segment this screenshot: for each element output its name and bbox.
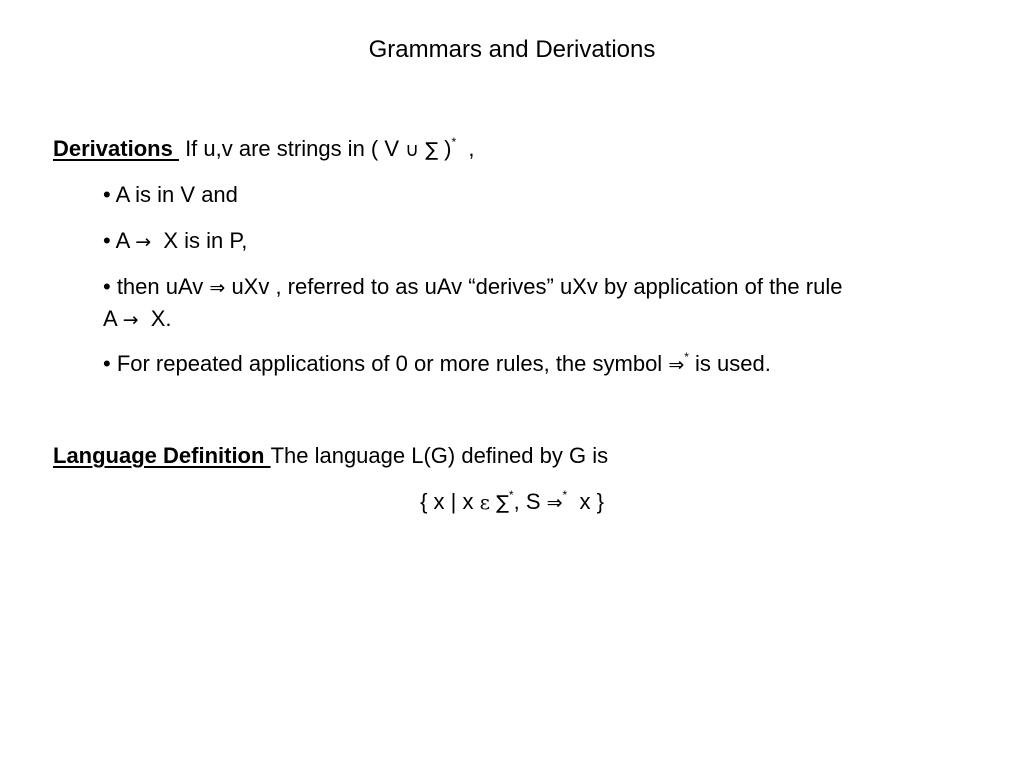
set-open: { x | x [420,489,474,514]
bullet-rule-prefix: • A [103,228,130,253]
arrow-symbol: → [122,309,139,331]
bullet-derives-cont-prefix: A [103,306,117,331]
derivations-definition-line [53,134,475,165]
language-definition-text: The language L(G) defined by G is [270,443,609,468]
bullet-derives-cont-suffix: X. [150,306,172,331]
derivations-intro-text: If u,v are strings in ( V [185,136,400,161]
trailing-comma: , [468,136,475,161]
derives-symbol: ⇒ [546,492,563,514]
kleene-star: * [451,134,457,149]
set-close: x } [579,489,604,514]
epsilon-symbol: ε [479,490,490,514]
derives-symbol: ⇒ [209,277,226,299]
language-definition-line [53,441,608,471]
bullet-repeated-suffix: is used. [695,351,771,376]
bullet-rule-suffix: X is in P, [163,228,248,253]
bullet-rule-in-p [103,226,247,257]
bullet-repeated-prefix: • For repeated applications of 0 or more rules, the symbol [103,351,663,376]
kleene-star: * [562,487,568,502]
bullet-derives-suffix: uXv , referred to as uAv “derives” uXv by application of the rule [231,274,843,299]
kleene-star: * [684,349,689,364]
language-definition-heading: Language Definition [53,443,271,468]
close-paren: ) [444,136,452,161]
sigma-symbol: ∑ [496,492,509,514]
bullet-repeated-applications [103,349,771,380]
slide-title: Grammars and Derivations [368,36,656,63]
set-middle: , S [513,489,541,514]
bullet-derives-continuation [103,304,172,335]
bullet-a-in-v-text: • A is in V and [103,182,238,207]
derivations-heading: Derivations [53,136,179,161]
language-set-notation [0,487,1024,518]
sigma-symbol: ∑ [425,139,439,161]
bullet-derives [103,272,842,303]
bullet-a-in-v [103,180,238,210]
bullet-derives-prefix: • then uAv [103,274,204,299]
arrow-symbol: → [135,231,152,253]
derives-symbol: ⇒ [668,354,685,376]
kleene-star: * [508,487,514,502]
union-symbol: ∪ [405,139,420,161]
